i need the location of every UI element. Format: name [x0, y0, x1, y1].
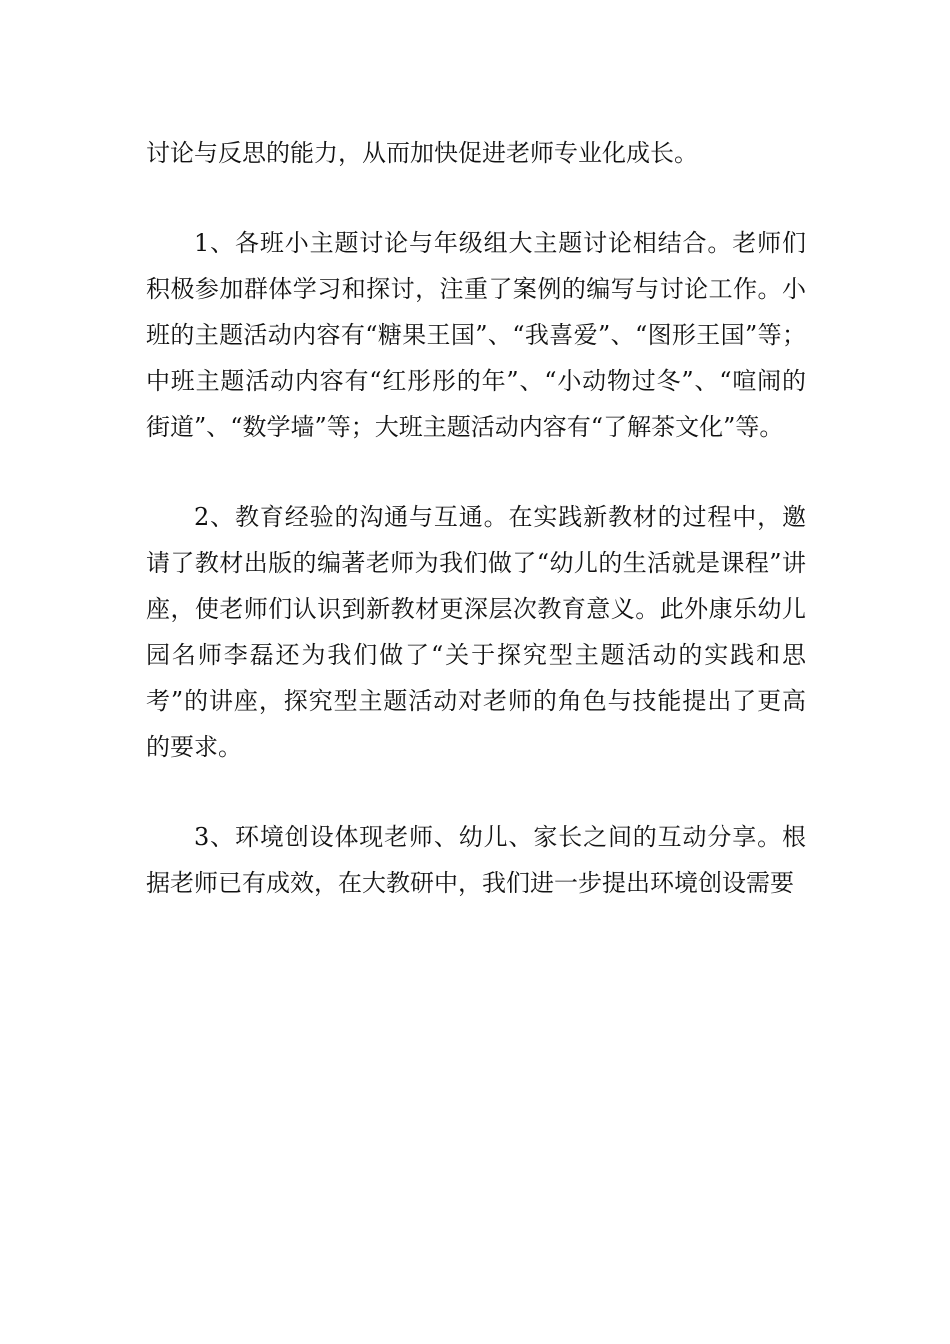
- paragraph-item-1: 1、各班小主题讨论与年级组大主题讨论相结合。老师们积极参加群体学习和探讨，注重了案例的编写与讨论工作。小班的主题活动内容有“糖果王国”、“我喜爱”、“图形王国”等；中班主题活动内容有“红彤彤的年”、“小动物过冬”、“喧闹的街道”、“数学墙”等；大班主题活动内容有“了解茶文化”等。: [146, 229, 806, 441]
- document-body: [146, 130, 806, 906]
- paragraph-continuation: 讨论与反思的能力，从而加快促进老师专业化成长。: [146, 139, 698, 167]
- paragraph-item-3: 3、环境创设体现老师、幼儿、家长之间的互动分享。根据老师已有成效，在大教研中，我们进一步提出环境创设需要: [146, 823, 806, 897]
- paragraph-item-2: 2、教育经验的沟通与互通。在实践新教材的过程中，邀请了教材出版的编著老师为我们做了“幼儿的生活就是课程”讲座，使老师们认识到新教材更深层次教育意义。此外康乐幼儿园名师李磊还为我们做了“关于探究型主题活动的实践和思考”的讲座，探究型主题活动对老师的角色与技能提出了更高的要求。: [146, 503, 806, 761]
